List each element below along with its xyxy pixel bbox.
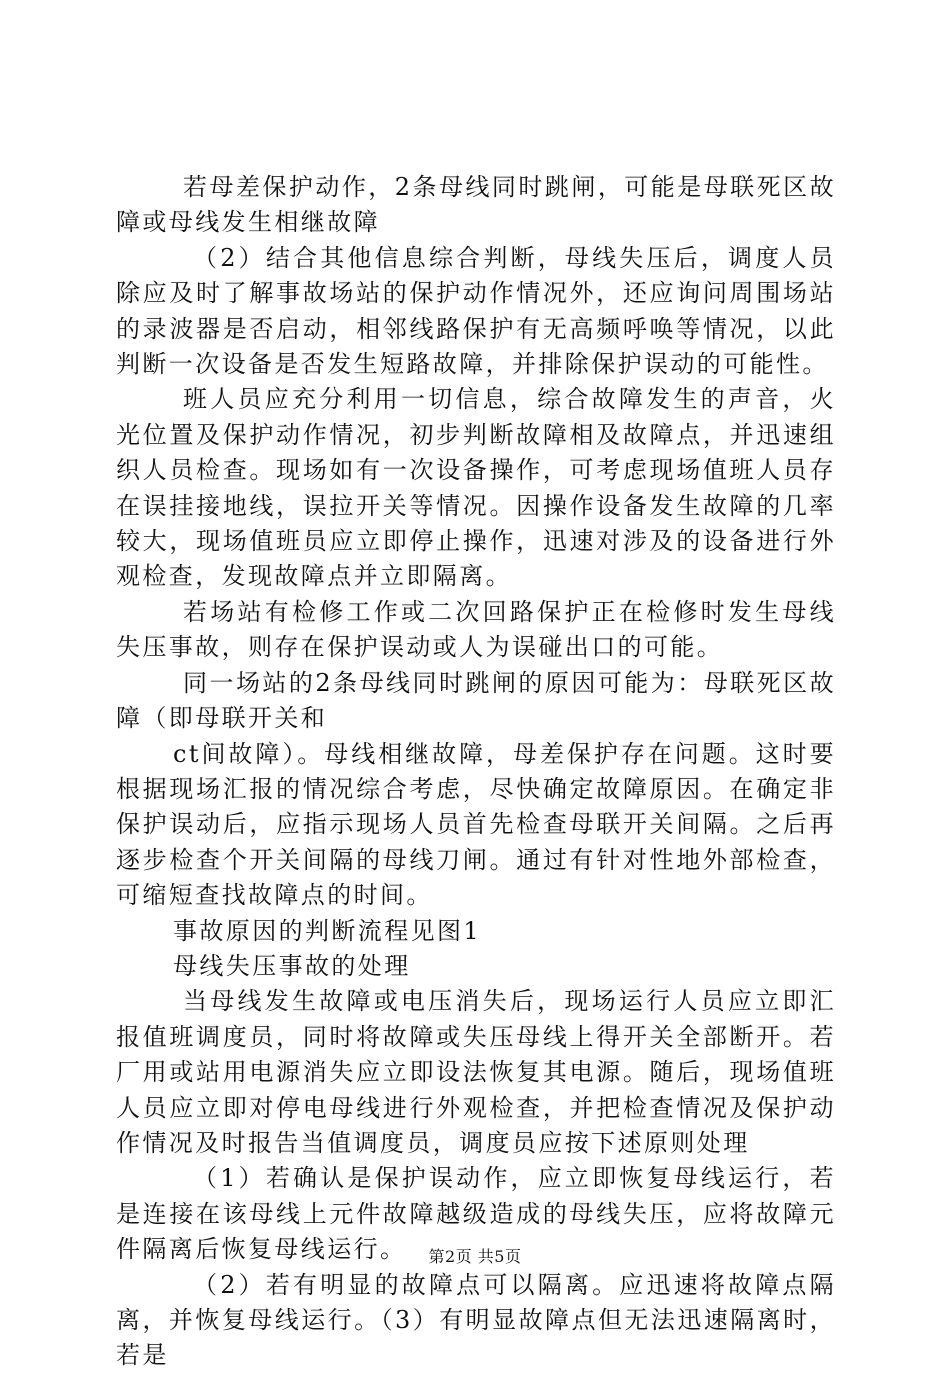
paragraph: 当母线发生故障或电压消失后，现场运行人员应立即汇报值班调度员，同时将故障或失压母线上得开关全部断开。若厂用或站用电源消失应立即设法恢复其电源。随后，现场值班人员应立即对停电母线进行外观检查，并把检查情况及保护动作情况及时报告当值调度员，调度员应按下述原则处理 bbox=[116, 987, 836, 1157]
paragraph: 若场站有检修工作或二次回路保护正在检修时发生母线失压事故，则存在保护误动或人为误碰出口的可能。 bbox=[116, 597, 836, 662]
body-text bbox=[116, 170, 836, 1374]
section-heading: 母线失压事故的处理 bbox=[173, 951, 411, 980]
paragraph: ct间故障）。母线相继故障，母差保护存在问题。这时要根据现场汇报的情况综合考虑，尽快确定故障原因。在确定非保护误动后，应指示现场人员首先检查母联开关间隔。之后再逐步检查个开关间隔的母线刀闸。通过有针对性地外部检查，可缩短查找故障点的时间。 bbox=[116, 739, 836, 910]
page-number-footer: 第2页 共5页 bbox=[428, 1247, 522, 1266]
paragraph: （1）若确认是保护误动作，应立即恢复母线运行，若是连接在该母线上元件故障越级造成的母线失压，应将故障元件隔离后恢复母线运行。 bbox=[116, 1164, 836, 1264]
paragraph: 事故原因的判断流程见图1 bbox=[173, 916, 482, 945]
paragraph: （2）若有明显的故障点可以隔离。应迅速将故障点隔离，并恢复母线运行。（3）有明显故障点但无法迅速隔离时，若是 bbox=[116, 1270, 836, 1370]
paragraph: 同一场站的2条母线同时跳闸的原因可能为：母联死区故障（即母联开关和 bbox=[116, 668, 836, 733]
paragraph: 班人员应充分利用一切信息，综合故障发生的声音，火光位置及保护动作情况，初步判断故障相及故障点，并迅速组织人员检查。现场如有一次设备操作，可考虑现场值班人员存在误挂接地线，误拉开关等情况。因操作设备发生故障的几率较大，现场值班员应立即停止操作，迅速对涉及的设备进行外观检查，发现故障点并立即隔离。 bbox=[116, 385, 836, 591]
paragraph: （2）结合其他信息综合判断，母线失压后，调度人员除应及时了解事故场站的保护动作情况外，还应询问周围场站的录波器是否启动，相邻线路保护有无高频呼唤等情况，以此判断一次设备是否发生短路故障，并排除保护误动的可能性。 bbox=[116, 243, 836, 379]
paragraph: 若母差保护动作，2条母线同时跳闸，可能是母联死区故障或母线发生相继故障 bbox=[116, 173, 836, 237]
